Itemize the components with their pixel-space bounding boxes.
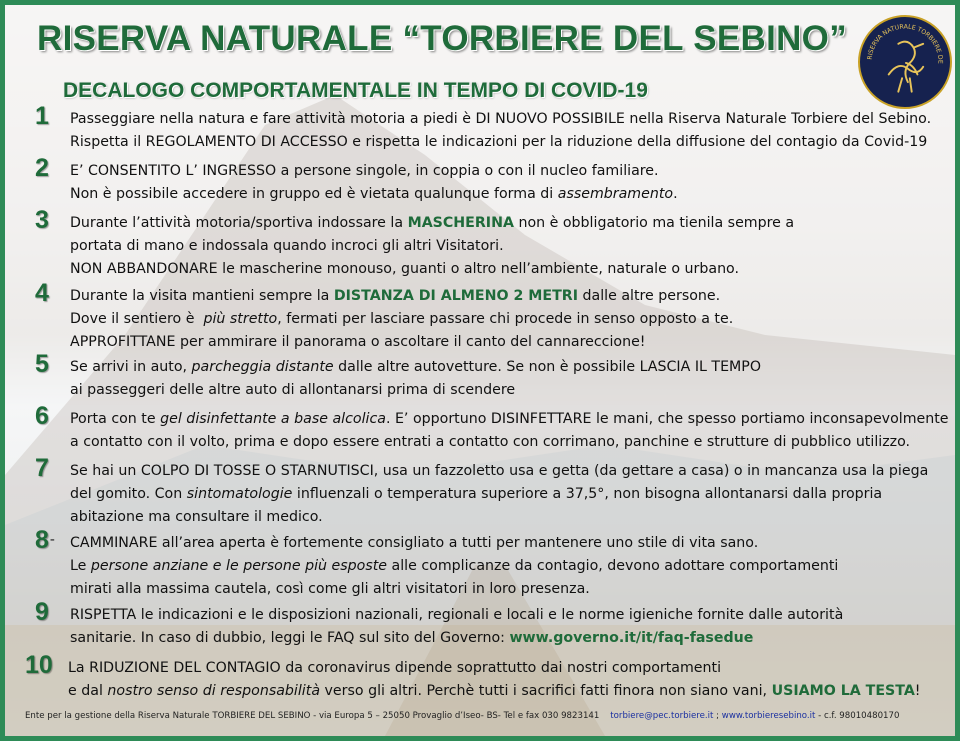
rule-number: 2 bbox=[35, 154, 49, 182]
rule-number: 5 bbox=[35, 350, 49, 378]
rule-line: del gomito. Con sintomatologie influenzali o temperatura superiore a 37,5°, non bisogna allontanarsi dalla propria bbox=[70, 486, 883, 502]
rule-number: 10 bbox=[25, 651, 53, 679]
rule-line: CAMMINARE all’area aperta è fortemente consigliato a tutti per mantenere uno stile di vita sano. bbox=[70, 535, 759, 551]
rule-line: e dal nostro senso di responsabilità verso gli altri. Perchè tutti i sacrifici fatti finora non siano vani, USIAMO LA TESTA! bbox=[68, 683, 921, 699]
rule-line: Non è possibile accedere in gruppo ed è vietata qualunque forma di assembramento. bbox=[70, 186, 678, 202]
rule-line: La RIDUZIONE DEL CONTAGIO da coronavirus dipende soprattutto dai nostri comportamenti bbox=[68, 660, 722, 676]
rule-line: Durante l’attività motoria/sportiva indossare la MASCHERINA non è obbligatorio ma tienila sempre a bbox=[70, 215, 795, 231]
rule-line: Se hai un COLPO DI TOSSE O STARNUTISCI, usa un fazzoletto usa e getta (da gettare a casa) o in mancanza usa la piega bbox=[70, 463, 929, 479]
website-link[interactable]: www.torbieresebino.it bbox=[721, 711, 816, 721]
rule-line: Passeggiare nella natura e fare attività motoria a piedi è DI NUOVO POSSIBILE nella Riserva Naturale Torbiere del Sebino. bbox=[70, 111, 932, 127]
page-title: RISERVA NATURALE “TORBIERE DEL SEBINO” bbox=[37, 19, 848, 58]
rule-line: NON ABBANDONARE le mascherine monouso, guanti o altro nell’ambiente, naturale o urbano. bbox=[70, 261, 740, 277]
rule-line: E’ CONSENTITO L’ INGRESSO a persone singole, in coppia o con il nucleo familiare. bbox=[70, 163, 659, 179]
footer-address: Ente per la gestione della Riserva Naturale TORBIERE DEL SEBINO - via Europa 5 – 25050 Provaglio d’Iseo- BS- Tel e fax 030 9823141 bbox=[25, 711, 600, 721]
logo-text: RISERVA NATURALE TORBIERE DE bbox=[866, 23, 944, 64]
rule-number: 4 bbox=[35, 279, 49, 307]
svg-text:RISERVA NATURALE TORBIERE DEL bbox=[860, 17, 944, 64]
rule-number: 7 bbox=[35, 454, 49, 482]
rule-line: RISPETTA le indicazioni e le disposizioni nazionali, regionali e locali e le norme igieniche fornite dalle autorità bbox=[70, 607, 844, 623]
rule-line: Durante la visita mantieni sempre la DISTANZA DI ALMENO 2 METRI dalle altre persone. bbox=[70, 288, 721, 304]
rule-line: portata di mano e indossala quando incroci gli altri Visitatori. bbox=[70, 238, 504, 254]
footer: Ente per la gestione della Riserva Naturale TORBIERE DEL SEBINO - via Europa 5 – 25050 Provaglio d’Iseo- BS- Tel e fax 030 9823141 torbiere@pec.torbiere.it ; www.torbieresebino.it - c.f. 98010480170 bbox=[25, 711, 900, 721]
rule-line: Se arrivi in auto, parcheggia distante dalle altre autovetture. Se non è possibile LASCIA IL TEMPO bbox=[70, 359, 762, 375]
tax-code: - c.f. 98010480170 bbox=[818, 711, 900, 721]
rule-line: Le persone anziane e le persone più esposte alle complicanze da contagio, devono adottare comportamenti bbox=[70, 558, 839, 574]
rule-number: 9 bbox=[35, 598, 49, 626]
subtitle: DECALOGO COMPORTAMENTALE IN TEMPO DI COVID-19 bbox=[63, 79, 648, 102]
rule-number: 1 bbox=[35, 102, 49, 130]
rule-line: mirati alla massima cautela, così come gli altri visitatori in loro presenza. bbox=[70, 581, 590, 597]
rule-line: sanitarie. In caso di dubbio, leggi le FAQ sul sito del Governo: www.governo.it/it/faq-fasedue bbox=[70, 630, 754, 646]
rule-line: Porta con te gel disinfettante a base alcolica. E’ opportuno DISINFETTARE le mani, che spesso portiamo inconsapevolmente bbox=[70, 411, 949, 427]
rule-line: APPROFITTANE per ammirare il panorama o ascoltare il canto del cannareccione! bbox=[70, 334, 646, 350]
rule-number: 6 bbox=[35, 402, 49, 430]
heron-icon bbox=[889, 42, 923, 92]
pec-email-link[interactable]: torbiere@pec.torbiere.it bbox=[610, 711, 714, 721]
rule-line: Dove il sentiero è più stretto, fermati per lasciare passare chi procede in senso opposto a te. bbox=[70, 311, 734, 327]
reserve-logo bbox=[858, 15, 952, 109]
rule-number: 8- bbox=[35, 526, 55, 554]
governo-faq-link[interactable]: www.governo.it/it/faq-fasedue bbox=[509, 630, 754, 646]
rule-number: 3 bbox=[35, 206, 49, 234]
rule-line: a contatto con il volto, prima e dopo essere entrati a contatto con corrimano, panchine e strutture di pubblico utilizzo. bbox=[70, 434, 911, 450]
rule-line: Rispetta il REGOLAMENTO DI ACCESSO e rispetta le indicazioni per la riduzione della diffusione del contagio da Covid-19 bbox=[70, 134, 928, 150]
rule-line: ai passeggeri delle altre auto di allontanarsi prima di scendere bbox=[70, 382, 516, 398]
rule-line: abitazione ma consultare il medico. bbox=[70, 509, 323, 525]
